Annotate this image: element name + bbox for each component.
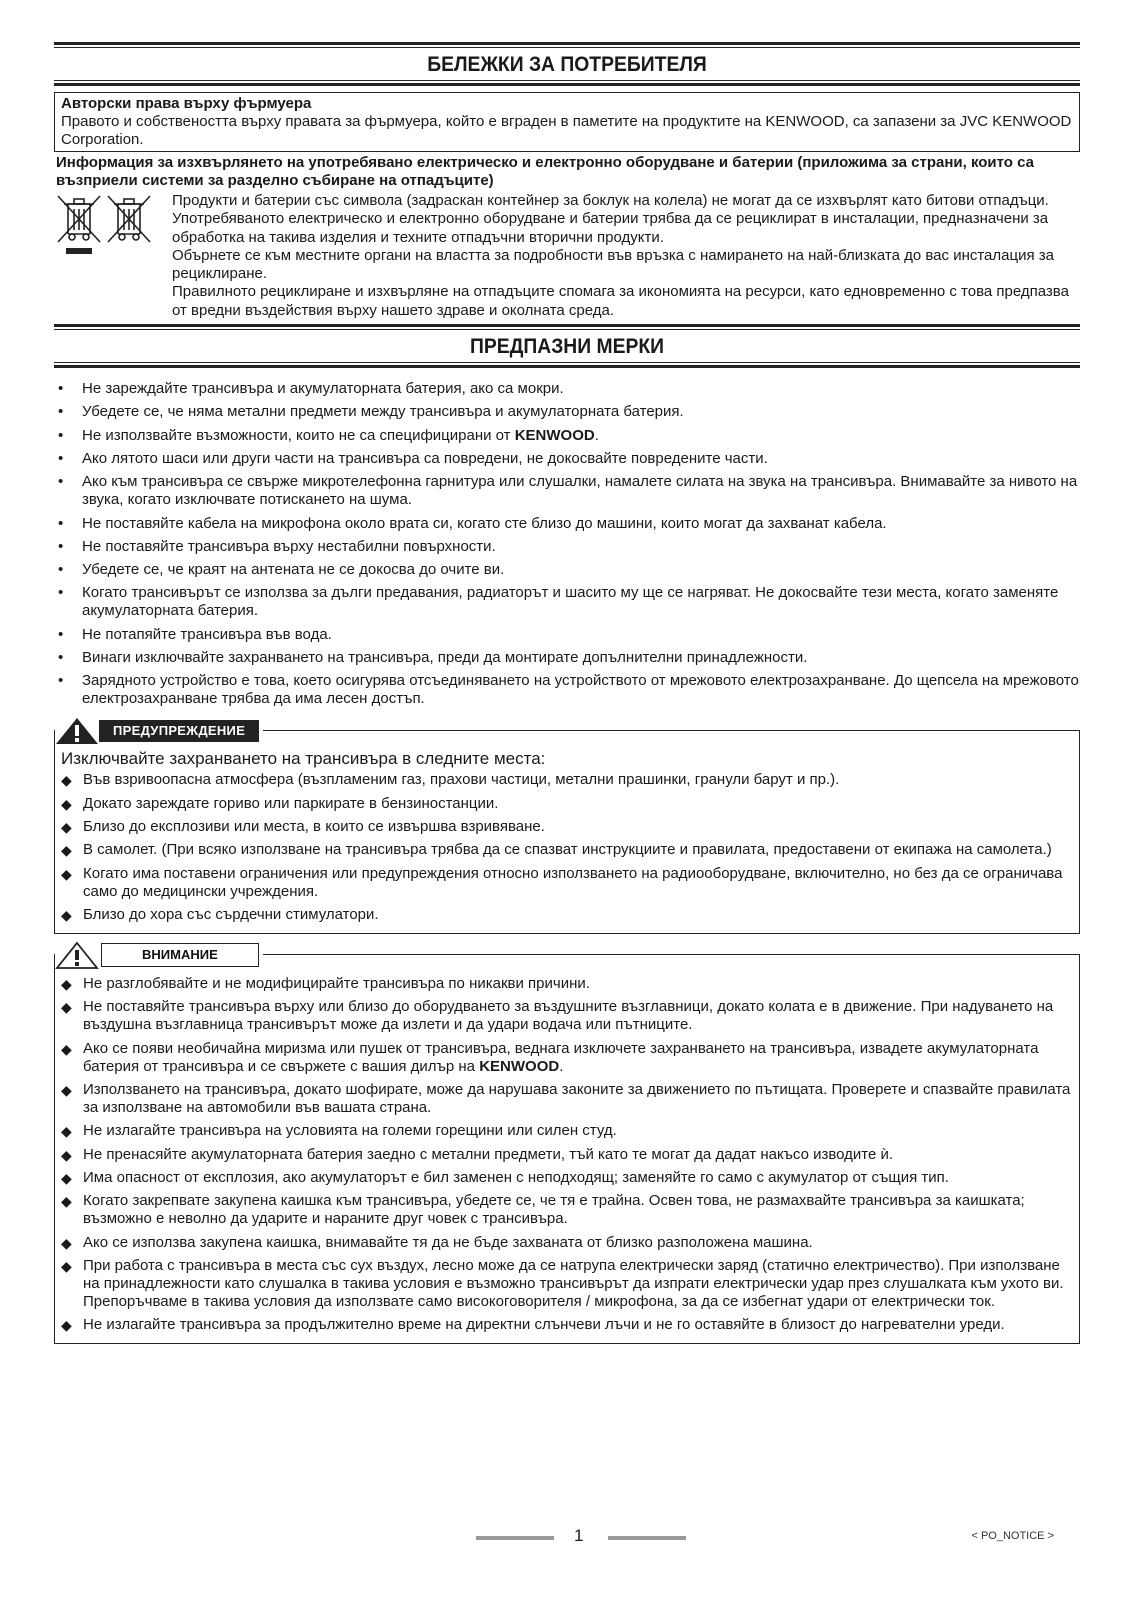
caution-item (61, 1081, 1073, 1117)
precaution-item (54, 672, 1080, 708)
top-thin-rule (54, 47, 1080, 48)
caution-item (61, 1040, 1073, 1076)
warning-item (61, 818, 1073, 836)
precaution-item-text: Убедете се, че краят на антената не се докосва до очите ви. (82, 561, 505, 579)
caution-item (61, 1316, 1073, 1334)
precaution-item-text: Не поставяйте кабела на микрофона около врата си, когато сте близо до машини, които могат да захванат кабела. (82, 514, 887, 532)
top-double-rule (54, 42, 1080, 45)
footer-bar-right (608, 1536, 686, 1540)
caution-item (61, 1234, 1073, 1252)
precautions-list (54, 380, 1080, 708)
caution-item-text: Не поставяйте трансивъра върху или близо до оборудването за въздушните възглавници, докато колата е в движение. При надуването на въздушна възглавница трансивърът може да излети и да удари водача или пътниците. (83, 998, 1054, 1034)
notice-title-rule (54, 83, 1080, 86)
firmware-box (54, 92, 1080, 152)
weee-paragraph: Употребяваното електрическо и електронно оборудване и батерии трябва да се рециклират в инсталации, предназначени за обработка на такива изделия и техните отпадъчни вторични продукти. (172, 210, 1049, 246)
document-code: < PO_NOTICE > (971, 1530, 1054, 1542)
warning-item-text: В самолет. (При всяко използване на трансивъра трябва да се спазват инструкциите и правилата, предоставени от екипажа на самолета.) (83, 841, 1052, 859)
caution-list (61, 975, 1073, 1334)
footer-bar-left (476, 1536, 554, 1540)
warning-item-text: Докато зареждате гориво или паркирате в бензиностанции. (83, 794, 499, 812)
precaution-item (54, 649, 1080, 667)
precaution-item (54, 427, 1080, 445)
warning-intro: Изключвайте захранването на трансивъра в следните места: (61, 749, 546, 769)
precaution-item (54, 584, 1080, 620)
notice-title: БЕЛЕЖКИ ЗА ПОТРЕБИТЕЛЯ (427, 53, 707, 76)
precaution-item-text: Зарядното устройство е това, което осигурява отсъединяването на устройството от мрежовото електрозахранване. До щепсела на мрежовото електрозахранване трябва да има лесен достъп. (82, 672, 1079, 708)
page-footer (0, 1524, 1132, 1548)
weee-paragraph: Продукти и батерии със символа (задраскан контейнер за боклук на колела) не могат да се изхвърлят като битови отпадъци. (172, 192, 1049, 209)
caution-item-text: При работа с трансивъра в места със сух въздух, лесно може да се натрупа електрически заряд (статично електричество). При използване на принадлежности като слушалка в такива условия е възможно трансивърът да изпрати електрически удар през слушалката към ухото ви. Препоръчваме в такива условия да използвате само високоговорителя / микрофона, за да се избегнат удари от електрически ток. (83, 1256, 1064, 1310)
precaution-item (54, 515, 1080, 533)
precaution-item-text: Ако лятото шаси или други части на трансивъра са повредени, не докосвайте повредените части. (82, 449, 768, 467)
precaution-item (54, 473, 1080, 509)
precaution-item (54, 403, 1080, 421)
warning-tab (55, 717, 263, 745)
precaution-item-text: Не използвайте възможности, които не са специфицирани от (82, 426, 515, 444)
precaution-item-text: Ако към трансивъра се свърже микротелефонна гарнитура или слушалки, намалете силата на звука на трансивъра. Внимавайте за нивото на звука, когато изключвате потискането на шума. (82, 473, 1078, 509)
caution-item-text: Не разглобявайте и не модифицирайте трансивъра по никакви причини. (83, 975, 590, 993)
weee-text (172, 192, 1080, 320)
caution-item-text: Има опасност от експлозия, ако акумулаторът е бил заменен с неподходящ; заменяйте го само с акумулатор от същия тип. (83, 1168, 949, 1186)
caution-item (61, 1169, 1073, 1187)
caution-triangle-icon (55, 941, 99, 969)
caution-item-text: Не излагайте трансивъра на условията на големи горещини или силен студ. (83, 1122, 617, 1140)
caution-item (61, 1257, 1073, 1311)
weee-paragraph: Правилното рециклиране и изхвърляне на отпадъците спомага за икономията на ресурси, като едновременно с това предпазва от вредни въздействия върху нашето здраве и околната среда. (172, 283, 1069, 319)
caution-item (61, 1146, 1073, 1164)
warning-item (61, 795, 1073, 813)
precaution-item (54, 626, 1080, 644)
warning-item-text: Близо до експлозиви или места, в които се извършва взривяване. (83, 817, 545, 835)
warning-item (61, 865, 1073, 901)
warning-item (61, 906, 1073, 924)
precaution-item (54, 538, 1080, 556)
warning-item-text: Близо до хора със сърдечни стимулатори. (83, 905, 379, 923)
brand-name: KENWOOD (514, 426, 595, 444)
precaution-item-text-end: . (594, 426, 599, 444)
caution-item-text: Използването на трансивъра, докато шофирате, може да нарушава законите за движението по пътищата. Проверете и спазвайте правилата за използване на автомобили във вашата страна. (83, 1081, 1071, 1117)
precaution-item-text: Винаги изключвайте захранването на трансивъра, преди да монтирате допълнителни принадлежности. (82, 649, 808, 667)
weee-paragraph: Обърнете се към местните органи на властта за подробности във връзка с намирането на най-близката до вас инсталация за рециклиране. (172, 246, 1054, 283)
caution-item-text: Когато закрепвате закупена каишка към трансивъра, убедете се, че тя е трайна. Освен това, не размахвайте трансивъра за каишката; възможно е неволно да ударите и нараните друг човек с трансивъра. (83, 1192, 1025, 1228)
warning-item (61, 771, 1073, 789)
warning-box (54, 723, 1080, 934)
weee-bin-icon (54, 192, 164, 272)
warning-item-text: Когато има поставени ограничения или предупреждения относно използването на радиооборудване, включително, но без да се ограничава само до медицински учреждения. (83, 864, 1063, 900)
weee-heading: Информация за изхвърлянето на употребявано електрическо и електронно оборудване и батерии (приложима за страни, които са възприели системи за разделно събиране на отпадъците) (56, 154, 1034, 189)
caution-item (61, 998, 1073, 1034)
weee-icons (54, 192, 172, 272)
precaution-item-text: Не потапяйте трансивъра във вода. (82, 625, 332, 643)
precaution-item-text: Когато трансивърът се използва за дълги предавания, радиаторът и шасито му ще се нагряват. Не докосвайте тези места, когато заменяте акумулаторната батерия. (82, 584, 1059, 620)
precautions-title-rule-thin (54, 362, 1080, 363)
document-page (54, 42, 1080, 1344)
warning-item (61, 841, 1073, 859)
precautions-top-rule (54, 324, 1080, 330)
firmware-text: Правото и собствеността върху правата за фърмуера, който е вграден в паметите на продуктите на KENWOOD, са запазени за JVC KENWOOD Corporation. (61, 113, 1072, 148)
warning-label: ПРЕДУПРЕЖДЕНИЕ (99, 720, 259, 742)
precautions-title: ПРЕДПАЗНИ МЕРКИ (469, 335, 665, 359)
precaution-item (54, 450, 1080, 468)
caution-item-text: Ако се появи необичайна миризма или пушек от трансивъра, веднага изключете захранването на трансивъра, извадете акумулаторната батерия от трансивъра и се свържете с вашия дилър на (83, 1039, 1039, 1075)
precaution-item (54, 561, 1080, 579)
notice-title-rule-thin (54, 80, 1080, 81)
caution-item-text: Ако се използва закупена каишка, внимавайте тя да не бъде захваната от близко разположена машина. (83, 1233, 813, 1251)
precaution-item-text: Убедете се, че няма метални предмети между трансивъра и акумулаторната батерия. (82, 403, 684, 421)
precaution-item-text: Не поставяйте трансивъра върху нестабилни повърхности. (82, 537, 496, 555)
precaution-item (54, 380, 1080, 398)
caution-tab (55, 941, 263, 969)
caution-item (61, 1192, 1073, 1228)
caution-item-text: Не излагайте трансивъра за продължително време на директни слънчеви лъчи и не го оставяйте в близост до нагревателни уреди. (83, 1316, 1005, 1334)
firmware-heading: Авторски права върху фърмуера (61, 95, 312, 112)
warning-item-text: Във взривоопасна атмосфера (възпламеним газ, прахови частици, метални прашинки, гранули барут и пр.). (83, 771, 840, 789)
page-number: 1 (574, 1526, 584, 1545)
caution-item (61, 975, 1073, 993)
caution-item-text-end: . (559, 1057, 564, 1075)
caution-box (54, 947, 1080, 1344)
caution-item (61, 1122, 1073, 1140)
weee-row (54, 192, 1080, 320)
brand-name: KENWOOD (479, 1057, 560, 1075)
precautions-title-rule (54, 365, 1080, 368)
caution-item-text: Не пренасяйте акумулаторната батерия заедно с метални предмети, тъй като те могат да дадат накъсо изводите ѝ. (83, 1145, 894, 1163)
precaution-item-text: Не зареждайте трансивъра и акумулаторната батерия, ако са мокри. (82, 380, 564, 398)
caution-label: ВНИМАНИЕ (101, 943, 259, 967)
warning-list (61, 771, 1073, 923)
warning-triangle-icon (55, 717, 99, 745)
